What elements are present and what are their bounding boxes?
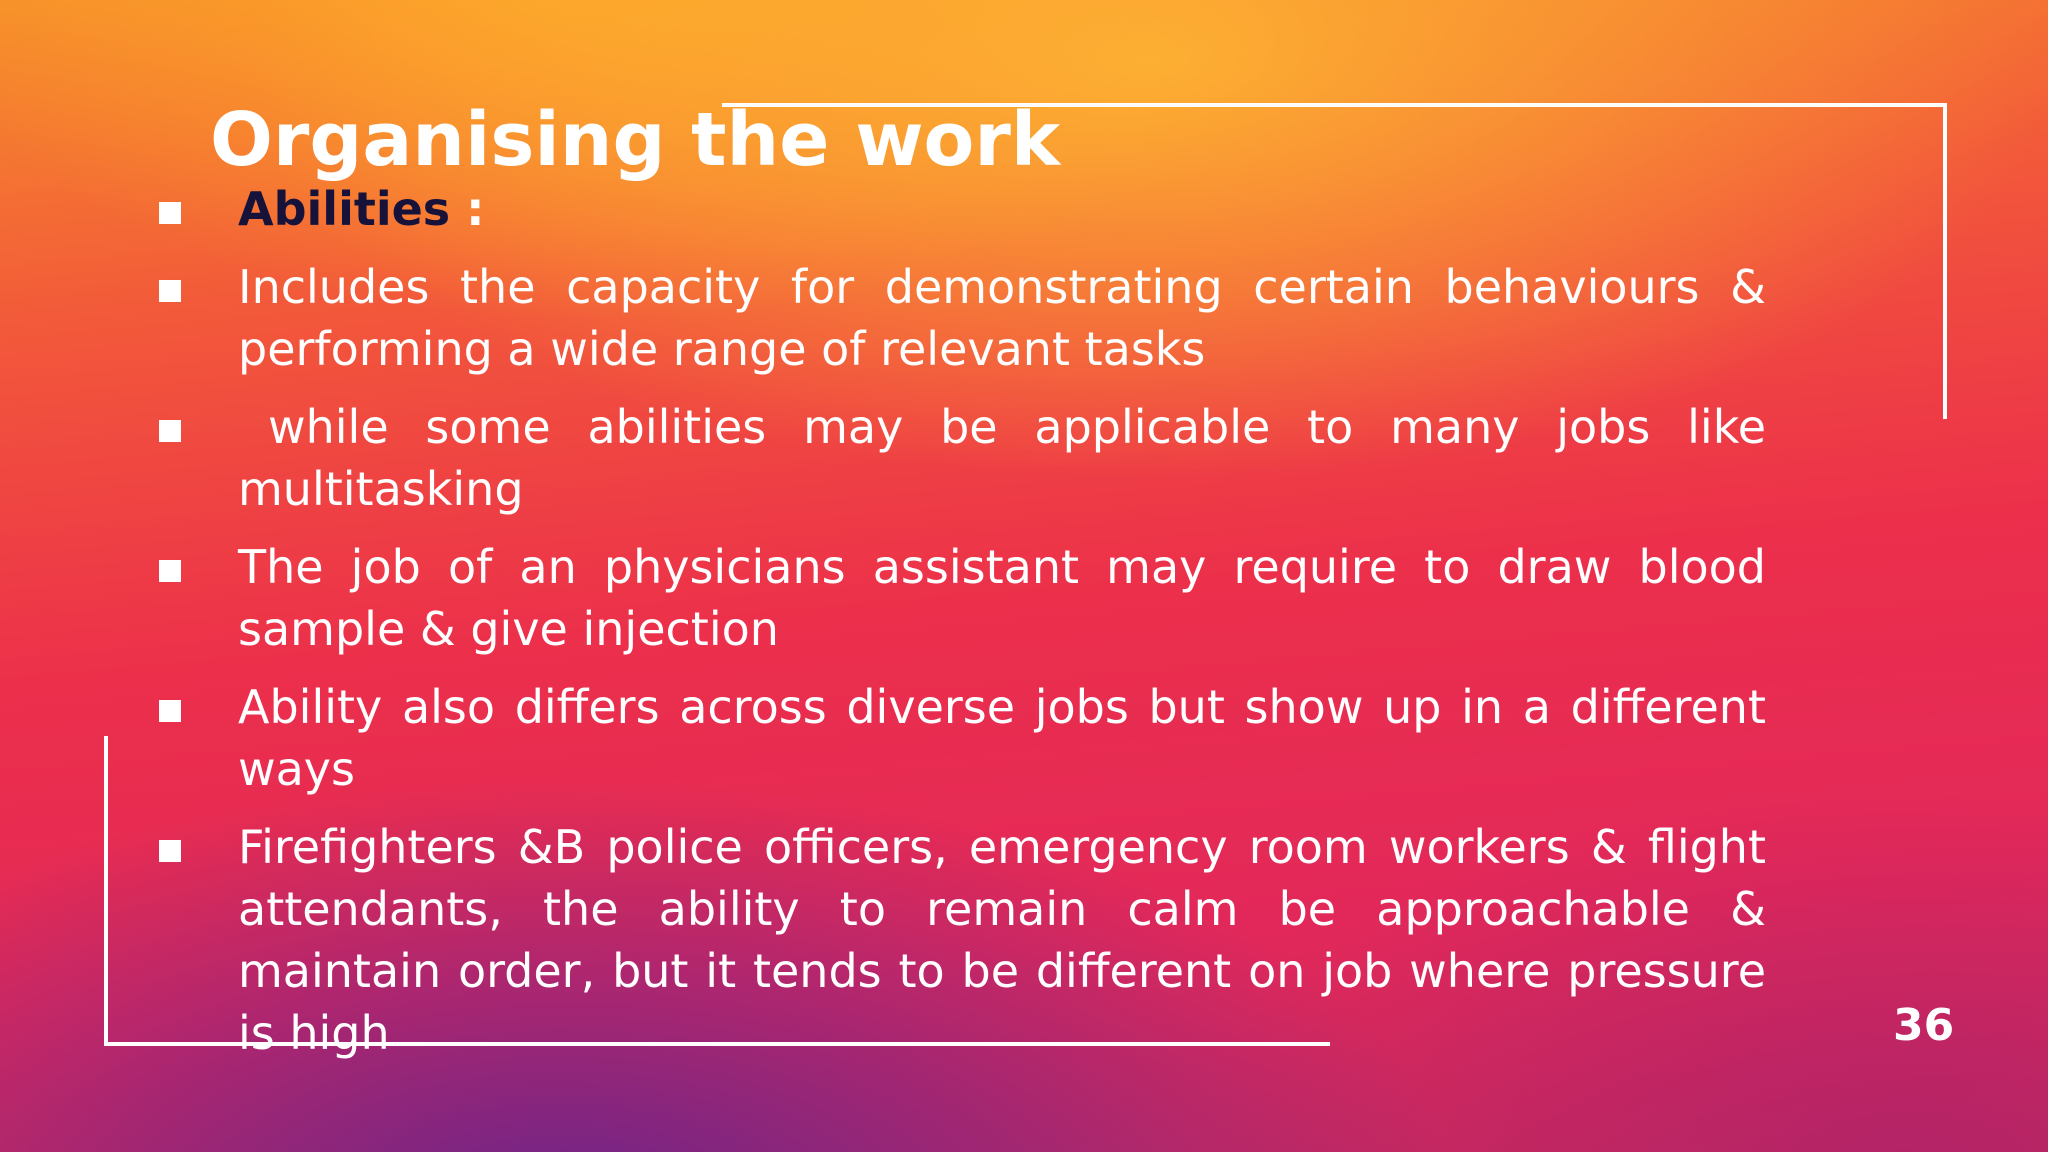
bullet-item — [150, 536, 1766, 660]
square-bullet-icon — [159, 560, 181, 582]
bullet-text: The job of an physicians assistant may require to draw blood sample & give injection — [238, 540, 1766, 656]
square-bullet-icon — [159, 280, 181, 302]
heading-colon: : — [450, 182, 485, 236]
bullet-item — [150, 816, 1766, 1064]
bullet-text: while some abilities may be applicable to many jobs like multitasking — [238, 400, 1766, 516]
bullet-heading — [238, 182, 485, 236]
bullet-item — [150, 396, 1766, 520]
bullet-text: Firefighters &B police officers, emergency room workers & flight attendants, the ability to remain calm be approachable & maintain order, but it tends to be different on job where pressure is high — [238, 820, 1766, 1060]
heading-abilities: Abilities — [238, 182, 451, 236]
bullet-text: Ability also differs across diverse jobs but show up in a different ways — [238, 680, 1766, 796]
square-bullet-icon — [159, 700, 181, 722]
bullet-list — [150, 178, 1766, 1080]
bullet-item — [150, 676, 1766, 800]
bullet-text: Includes the capacity for demonstrating certain behaviours & performing a wide range of relevant tasks — [238, 260, 1766, 376]
square-bullet-icon — [159, 840, 181, 862]
square-bullet-icon — [159, 202, 181, 224]
page-number: 36 — [1893, 1000, 1955, 1051]
square-bullet-icon — [159, 420, 181, 442]
bullet-item — [150, 256, 1766, 380]
slide-title: Organising the work — [210, 97, 1061, 183]
bullet-item-abilities-heading — [150, 178, 1766, 240]
